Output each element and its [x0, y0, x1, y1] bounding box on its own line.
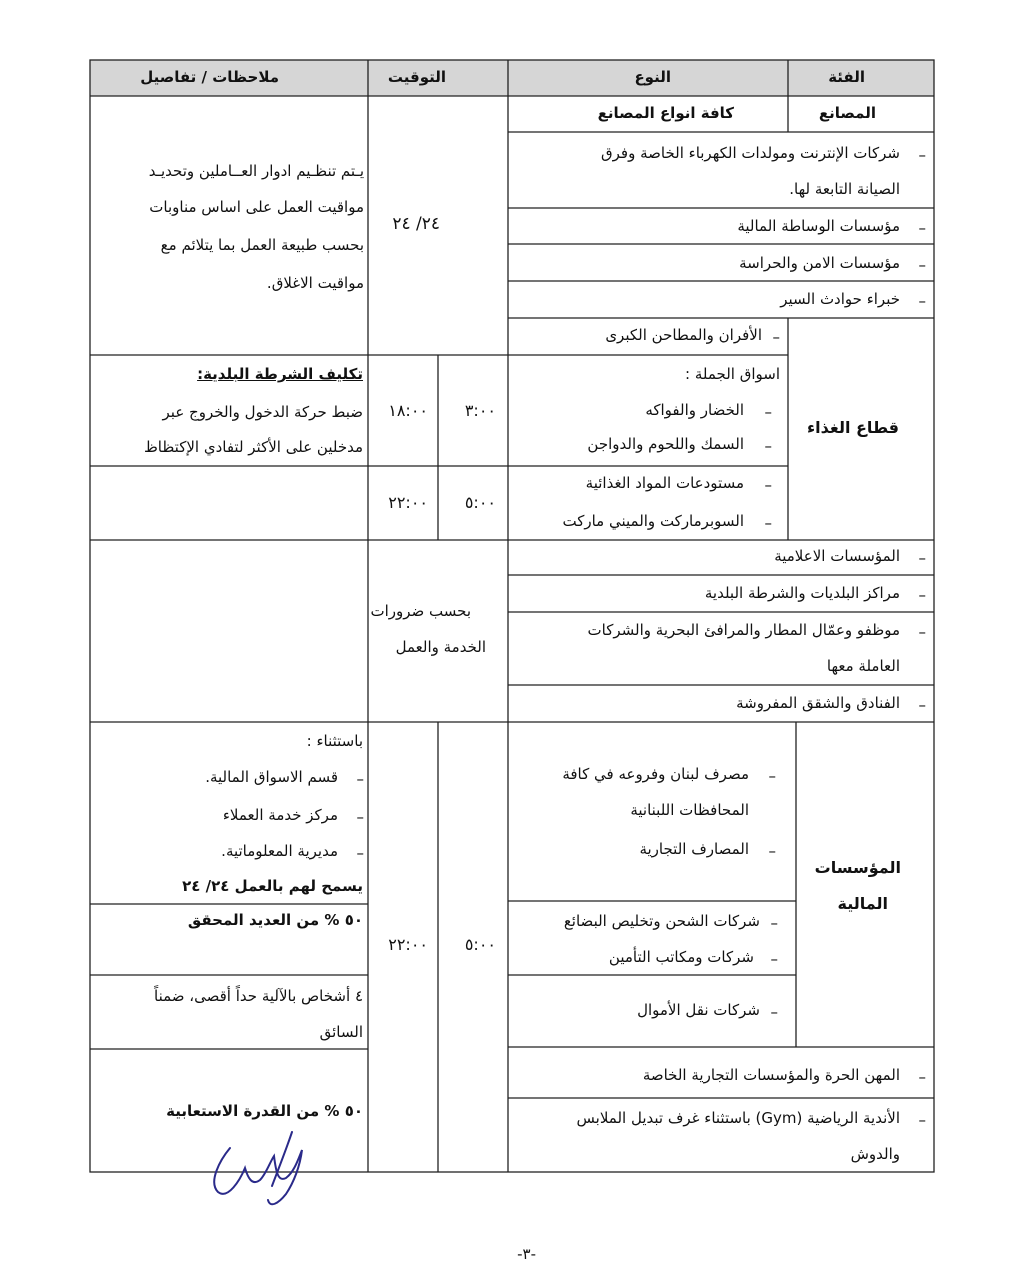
bullet-dash: – — [772, 328, 780, 346]
list-item: خبراء حوادث السير — [780, 290, 900, 308]
factories-timing: ٢٤/ ٢٤ — [392, 214, 440, 234]
financial-category: المالية — [837, 894, 888, 913]
list-item: السوبرماركت والميني ماركت — [562, 512, 744, 530]
notes-line: قسم الاسواق المالية. — [205, 768, 338, 786]
financial-category: المؤسسات — [814, 858, 901, 877]
bullet-dash: – — [918, 219, 926, 237]
list-item: مؤسسات الوساطة المالية — [737, 217, 900, 235]
time-to: ١٨:٠٠ — [388, 401, 428, 420]
list-item: السمك واللحوم والدواجن — [587, 435, 744, 453]
list-item: مؤسسات الامن والحراسة — [739, 254, 900, 272]
list-item: موظفو وعمّال المطار والمرافئ البحرية والشركات — [587, 621, 900, 639]
header-notes: ملاحظات / تفاصيل — [140, 68, 279, 86]
bullet-dash: – — [918, 696, 926, 714]
notes-line: بحسب طبيعة العمل بما يتلائم مع — [160, 236, 364, 254]
notes-line: ضبط حركة الدخول والخروج عبر — [162, 403, 363, 421]
list-item: شركات ومكاتب التأمين — [608, 948, 754, 966]
bullet-dash: – — [918, 292, 926, 310]
notes-bold-line: يسمح لهم بالعمل ٢٤/ ٢٤ — [182, 877, 363, 895]
bullet-dash: – — [918, 1111, 926, 1129]
notes-line: تكليف الشرطة البلدية: — [197, 365, 363, 383]
list-item: المؤسسات الاعلامية — [774, 547, 900, 565]
bullet-dash: – — [918, 623, 926, 641]
bullet-dash: – — [356, 808, 364, 826]
list-item: المهن الحرة والمؤسسات التجارية الخاصة — [642, 1066, 900, 1084]
list-item: الأندية الرياضية (Gym) باستثناء غرف تبديل الملابس — [576, 1109, 900, 1127]
list-item: مراكز البلديات والشرطة البلدية — [704, 584, 900, 602]
bullet-dash: – — [768, 767, 776, 785]
bullet-dash: – — [764, 403, 772, 421]
list-item: شركات الشحن وتخليص البضائع — [563, 912, 760, 930]
list-item: العاملة معها — [826, 657, 900, 675]
header-category: الفئة — [828, 68, 865, 86]
page-number: -٣- — [517, 1245, 536, 1263]
time-to: ٢٢:٠٠ — [388, 935, 428, 954]
bullet-dash: – — [918, 1068, 926, 1086]
list-item: مصرف لبنان وفروعه في كافة — [562, 765, 749, 783]
notes-line: السائق — [319, 1023, 363, 1041]
bullet-dash: – — [918, 586, 926, 604]
bullet-dash: – — [770, 1003, 778, 1021]
wholesale-title: اسواق الجملة : — [685, 365, 780, 383]
bullet-dash: – — [770, 914, 778, 932]
signature — [190, 1120, 330, 1210]
header-type: النوع — [634, 68, 671, 86]
list-item: الأفران والمطاحن الكبرى — [605, 326, 762, 344]
factories-category: المصانع — [818, 104, 876, 122]
time-from: ٥:٠٠ — [464, 493, 496, 512]
notes-line: مديرية المعلوماتية. — [221, 842, 338, 860]
list-item: المصارف التجارية — [639, 840, 749, 858]
time-from: ٣:٠٠ — [464, 401, 496, 420]
factories-type: كافة انواع المصانع — [597, 104, 734, 122]
food-category: قطاع الغذاء — [807, 418, 899, 437]
notes-line: مركز خدمة العملاء — [222, 806, 338, 824]
bullet-dash: – — [768, 842, 776, 860]
services-timing: الخدمة والعمل — [395, 638, 486, 656]
bullet-dash: – — [770, 950, 778, 968]
list-item: والدوش — [850, 1145, 900, 1163]
list-item: شركات الإنترنت ومولدات الكهرباء الخاصة وفرق — [601, 144, 900, 162]
list-item: الفنادق والشقق المفروشة — [736, 694, 900, 712]
bullet-dash: – — [356, 844, 364, 862]
time-to: ٢٢:٠٠ — [388, 493, 428, 512]
notes-line: ٤ أشخاص بالآلية حداً أقصى، ضمناً — [154, 987, 363, 1005]
notes-line: باستثناء : — [306, 732, 363, 750]
list-item: الصيانة التابعة لها. — [789, 180, 900, 198]
bullet-dash: – — [918, 256, 926, 274]
bullet-dash: – — [356, 770, 364, 788]
list-item: شركات نقل الأموال — [637, 1001, 760, 1019]
services-timing: بحسب ضرورات — [370, 602, 471, 620]
bullet-dash: – — [918, 146, 926, 164]
notes-bold-line: ٥٠ % من القدرة الاستعابية — [166, 1102, 363, 1120]
list-item: مستودعات المواد الغذائية — [585, 474, 744, 492]
notes-line: مواقيت الاغلاق. — [266, 274, 364, 292]
bullet-dash: – — [764, 476, 772, 494]
notes-line: مواقيت العمل على اساس مناوبات — [149, 198, 364, 216]
notes-bold-line: ٥٠ % من العديد المحقق — [187, 911, 363, 929]
bullet-dash: – — [764, 437, 772, 455]
notes-line: مدخلين على الأكثر لتفادي الإكتظاظ — [143, 438, 363, 456]
header-timing: التوقيت — [387, 68, 446, 86]
notes-line: يـتم تنظـيم ادوار العــاملين وتحديـد — [148, 162, 364, 180]
list-item: الخضار والفواكه — [645, 401, 744, 419]
list-item: المحافظات اللبنانية — [630, 801, 749, 819]
bullet-dash: – — [918, 549, 926, 567]
time-from: ٥:٠٠ — [464, 935, 496, 954]
bullet-dash: – — [764, 514, 772, 532]
